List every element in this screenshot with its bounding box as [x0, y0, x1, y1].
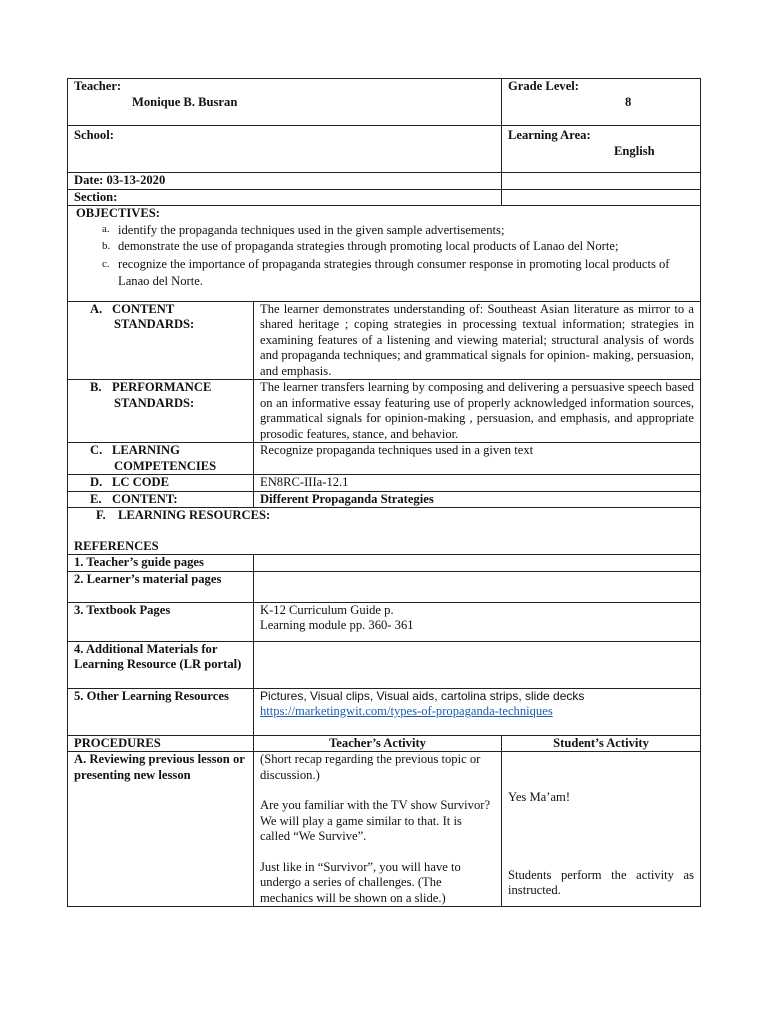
teachers-guide-value [254, 555, 701, 572]
header-table [67, 78, 701, 302]
school-cell [68, 126, 502, 173]
teacher-name: Monique B. Busran [132, 94, 238, 109]
objective-marker: a. [102, 222, 110, 235]
learning-resources-label: LEARNING RESOURCES: [118, 508, 271, 522]
content-label-cell: E. CONTENT: [68, 491, 254, 508]
lc-code-value: EN8RC-IIIa-12.1 [254, 475, 701, 492]
step-a-label: A. Reviewing previous lesson or presenting new lesson [68, 752, 254, 907]
objective-marker: b. [102, 240, 111, 252]
other-resources-list: Pictures, Visual clips, Visual aids, cartolina strips, slide decks [260, 688, 585, 703]
lc-code-label-cell: D. LC CODE [68, 475, 254, 492]
additional-materials-label: 4. Additional Materials for Learning Resource (LR portal) [68, 641, 254, 688]
learning-area-value: English [614, 143, 655, 158]
section-empty-cell [502, 189, 701, 206]
textbook-pages-value: K-12 Curriculum Guide p. Learning module pp. 360- 361 [254, 602, 701, 641]
learning-competencies-label-cell: C. LEARNING COMPETENCIES [68, 443, 254, 475]
teacher-cell [68, 79, 502, 126]
objective-item: b. demonstrate the use of propaganda strategies through promoting local products of Lanao del Norte; [118, 238, 694, 256]
learners-material-label: 2. Learner’s material pages [68, 571, 254, 602]
date-empty-cell [502, 173, 701, 190]
section-cell: Section: [68, 189, 502, 206]
objective-marker: c. [102, 257, 110, 270]
grade-value: 8 [625, 94, 632, 109]
step-a-student-activity: Yes Ma’am! Students perform the activity as instructed. [502, 752, 701, 907]
objective-item: c. recognize the importance of propaganda strategies through consumer response in promoting local products of Lanao del Norte. [102, 256, 670, 288]
learning-area-cell [502, 126, 701, 173]
propaganda-techniques-link[interactable]: https://marketingwit.com/types-of-propaganda-techniques [260, 704, 553, 718]
procedures-title: PROCEDURES [68, 735, 254, 752]
objectives-cell [68, 206, 701, 302]
teachers-activity-header: Teacher’s Activity [254, 735, 502, 752]
content-standards-text: The learner demonstrates understanding of: Southeast Asian literature as mirror to a shared heritage ; coping strategies in processing textual information; strategies in examining features of a listening and viewing material; structural analysis of words and propaganda techniques; and grammatical signals for opinion- making, persuasion, and emphasis. [254, 301, 701, 380]
lesson-plan-document [67, 78, 700, 907]
objectives-title: OBJECTIVES: [76, 206, 160, 220]
learning-area-label: Learning Area: [508, 128, 591, 142]
grade-cell [502, 79, 701, 126]
content-standards-label-cell: A. CONTENT STANDARDS: [68, 301, 254, 380]
learners-material-value [254, 571, 701, 602]
teacher-label: Teacher: [74, 79, 122, 93]
objective-item: a. identify the propaganda techniques used in the given sample advertisements; [102, 222, 505, 237]
date-cell: Date: 03-13-2020 [68, 173, 502, 190]
textbook-pages-label: 3. Textbook Pages [68, 602, 254, 641]
other-resources-value [254, 688, 701, 735]
standards-table [67, 301, 701, 908]
school-label: School: [74, 128, 114, 142]
objectives-list [74, 222, 694, 291]
performance-standards-label-cell: B. PERFORMANCE STANDARDS: [68, 380, 254, 443]
teachers-guide-label: 1. Teacher’s guide pages [68, 555, 254, 572]
other-resources-label: 5. Other Learning Resources [68, 688, 254, 735]
performance-standards-text: The learner transfers learning by composing and delivering a persuasive speech based on an informative essay featuring use of properly acknowledged information sources, grammatical signals for opinion-making , persuasion, and emphasis, and appropriate prosodic features, stance, and behavior. [254, 380, 701, 443]
content-value: Different Propaganda Strategies [254, 491, 701, 508]
references-label: REFERENCES [74, 538, 159, 553]
step-a-teacher-activity: (Short recap regarding the previous topic or discussion.) Are you familiar with the TV show Survivor? We will play a game similar to that. It is called “We Survive”. Just like in “Survivor”, you will have to undergo a series of challenges. (The mechanics will be shown on a slide.) [254, 752, 502, 907]
grade-label: Grade Level: [508, 79, 579, 93]
learning-resources-cell: F. LEARNING RESOURCES: REFERENCES [68, 508, 701, 555]
learning-competencies-text: Recognize propaganda techniques used in a given text [254, 443, 701, 475]
additional-materials-value [254, 641, 701, 688]
students-activity-header: Student’s Activity [502, 735, 701, 752]
